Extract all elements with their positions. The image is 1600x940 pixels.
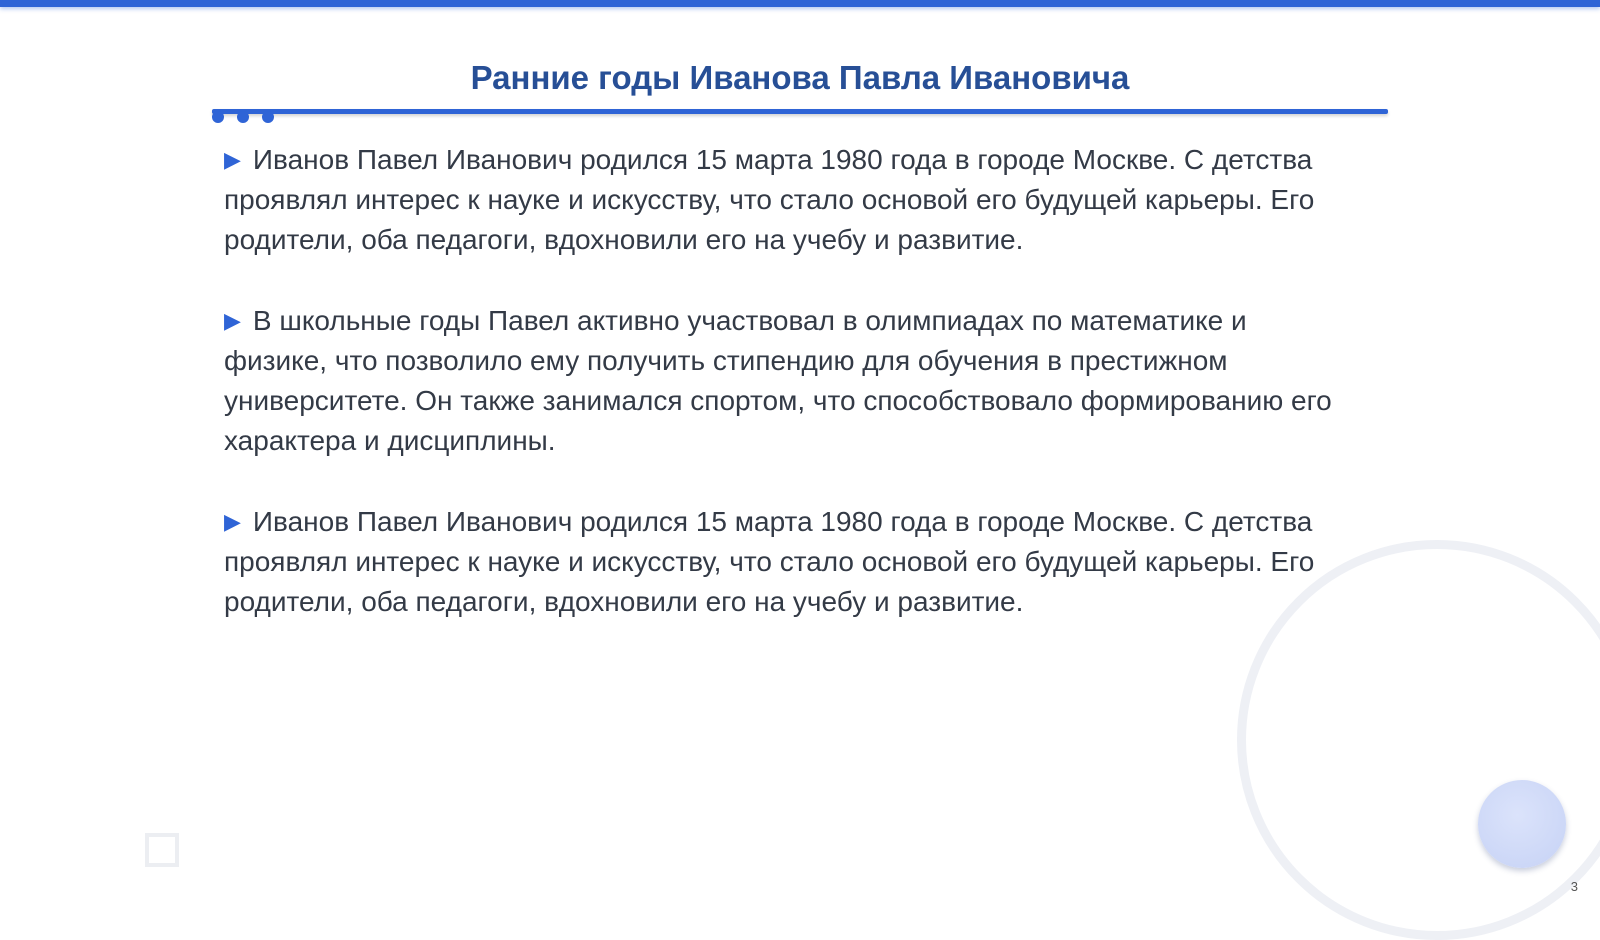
decor-square	[145, 833, 179, 867]
bullet-item	[224, 140, 1354, 260]
decor-circle	[1478, 780, 1566, 868]
top-accent-bar	[0, 0, 1600, 7]
page-number: 3	[1570, 879, 1578, 894]
bullet-item	[224, 301, 1354, 461]
title-underline	[212, 109, 1388, 114]
decor-dot	[262, 111, 274, 123]
triangle-bullet-icon: ▶	[224, 147, 241, 172]
bullet-text: Иванов Павел Иванович родился 15 марта 1980 года в городе Москве. С детства проявлял интерес к науке и искусству, что стало основой его будущей карьеры. Его родители, оба педагоги, вдохновили его на учебу и развитие.	[224, 506, 1315, 617]
decor-dot	[212, 111, 224, 123]
triangle-bullet-icon: ▶	[224, 509, 241, 534]
triangle-bullet-icon: ▶	[224, 308, 241, 333]
bullet-text: Иванов Павел Иванович родился 15 марта 1980 года в городе Москве. С детства проявлял интерес к науке и искусству, что стало основой его будущей карьеры. Его родители, оба педагоги, вдохновили его на учебу и развитие.	[224, 144, 1315, 255]
decor-dot	[237, 111, 249, 123]
slide-title: Ранние годы Иванова Павла Ивановича	[470, 59, 1130, 96]
bullet-item	[224, 502, 1354, 622]
slide-content	[224, 140, 1354, 663]
bullet-text: В школьные годы Павел активно участвовал в олимпиадах по математике и физике, что позволило ему получить стипендию для обучения в престижном университете. Он также занимался спортом, что способствовало формированию его характера и дисциплины.	[224, 305, 1332, 456]
